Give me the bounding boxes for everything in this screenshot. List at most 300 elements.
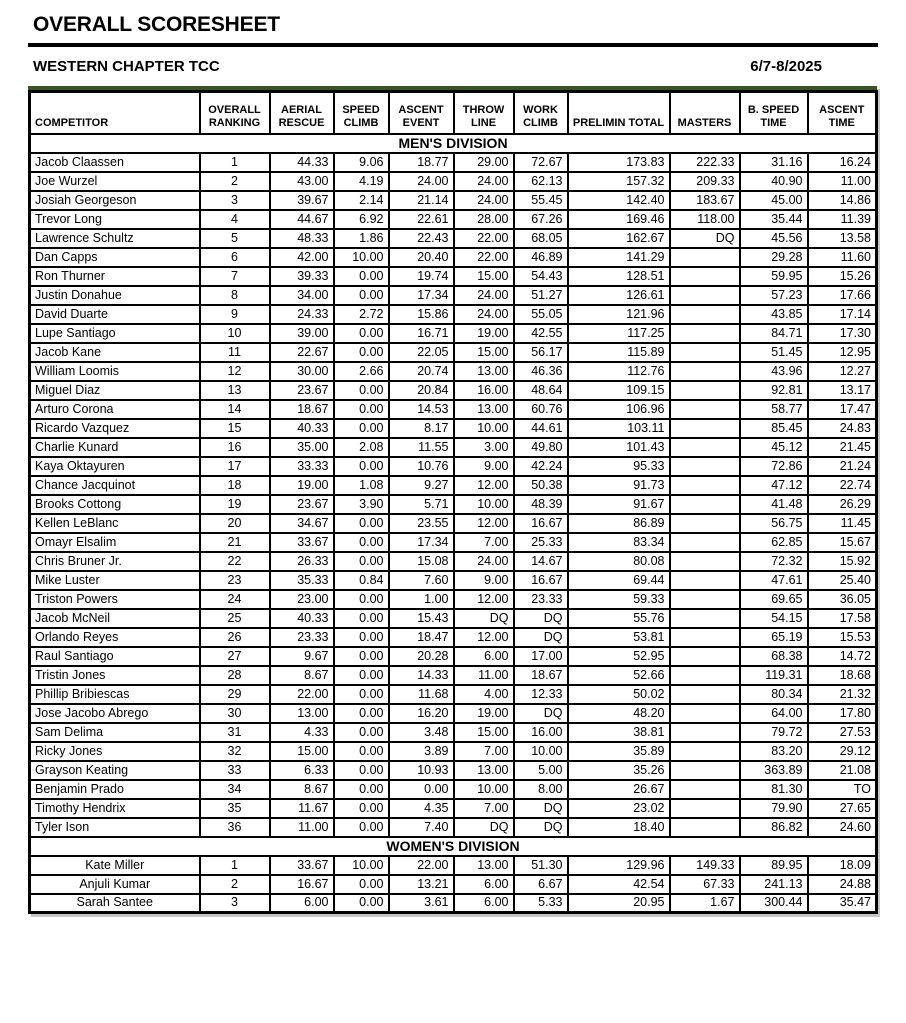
cell-ascent_time: 24.83: [808, 419, 877, 438]
cell-speed_climb: 0.00: [334, 419, 389, 438]
table-header: [30, 92, 877, 134]
cell-speed_climb: 6.92: [334, 210, 389, 229]
cell-b_speed_time: 29.28: [740, 248, 808, 267]
cell-ascent_event: 22.61: [389, 210, 454, 229]
cell-masters: 118.00: [670, 210, 740, 229]
cell-ascent_time: 17.47: [808, 400, 877, 419]
column-header-prelimin_total: PRELIMIN TOTAL: [568, 92, 670, 134]
cell-throw_line: 16.00: [454, 381, 514, 400]
cell-throw_line: 6.00: [454, 875, 514, 894]
cell-competitor: Dan Capps: [30, 248, 200, 267]
cell-ascent_time: 11.39: [808, 210, 877, 229]
cell-masters: [670, 647, 740, 666]
cell-prelimin_total: 80.08: [568, 552, 670, 571]
column-header-throw_line: THROW LINE: [454, 92, 514, 134]
cell-overall_ranking: 35: [200, 799, 270, 818]
cell-ascent_event: 24.00: [389, 172, 454, 191]
cell-speed_climb: 10.00: [334, 856, 389, 875]
cell-overall_ranking: 3: [200, 894, 270, 913]
cell-masters: [670, 495, 740, 514]
cell-masters: [670, 799, 740, 818]
cell-throw_line: 24.00: [454, 552, 514, 571]
cell-ascent_time: 17.14: [808, 305, 877, 324]
cell-speed_climb: 0.00: [334, 343, 389, 362]
cell-aerial_rescue: 22.00: [270, 685, 334, 704]
cell-aerial_rescue: 30.00: [270, 362, 334, 381]
cell-speed_climb: 0.00: [334, 381, 389, 400]
column-header-work_climb: WORK CLIMB: [514, 92, 568, 134]
cell-overall_ranking: 6: [200, 248, 270, 267]
cell-competitor: Sam Delima: [30, 723, 200, 742]
table-row: [30, 856, 877, 875]
cell-ascent_time: 11.60: [808, 248, 877, 267]
cell-masters: [670, 533, 740, 552]
cell-competitor: Miguel Diaz: [30, 381, 200, 400]
cell-throw_line: 12.00: [454, 514, 514, 533]
cell-prelimin_total: 42.54: [568, 875, 670, 894]
cell-work_climb: 68.05: [514, 229, 568, 248]
cell-overall_ranking: 13: [200, 381, 270, 400]
table-row: [30, 590, 877, 609]
cell-competitor: Jose Jacobo Abrego: [30, 704, 200, 723]
cell-throw_line: 7.00: [454, 533, 514, 552]
cell-masters: [670, 780, 740, 799]
table-row: [30, 362, 877, 381]
cell-masters: [670, 609, 740, 628]
cell-throw_line: 22.00: [454, 248, 514, 267]
cell-prelimin_total: 52.66: [568, 666, 670, 685]
table-row: [30, 875, 877, 894]
cell-speed_climb: 0.00: [334, 704, 389, 723]
cell-speed_climb: 2.08: [334, 438, 389, 457]
cell-throw_line: 19.00: [454, 704, 514, 723]
cell-ascent_event: 8.17: [389, 419, 454, 438]
cell-ascent_event: 3.89: [389, 742, 454, 761]
cell-prelimin_total: 86.89: [568, 514, 670, 533]
cell-work_climb: 14.67: [514, 552, 568, 571]
cell-ascent_time: 15.26: [808, 267, 877, 286]
cell-b_speed_time: 72.86: [740, 457, 808, 476]
cell-ascent_time: 21.32: [808, 685, 877, 704]
cell-work_climb: 44.61: [514, 419, 568, 438]
cell-work_climb: DQ: [514, 704, 568, 723]
cell-prelimin_total: 141.29: [568, 248, 670, 267]
cell-ascent_event: 15.43: [389, 609, 454, 628]
cell-masters: [670, 438, 740, 457]
cell-masters: [670, 457, 740, 476]
cell-ascent_time: 17.66: [808, 286, 877, 305]
cell-ascent_event: 22.43: [389, 229, 454, 248]
cell-competitor: Ron Thurner: [30, 267, 200, 286]
table-row: [30, 647, 877, 666]
cell-competitor: Omayr Elsalim: [30, 533, 200, 552]
table-row: [30, 248, 877, 267]
cell-prelimin_total: 91.67: [568, 495, 670, 514]
cell-ascent_event: 11.55: [389, 438, 454, 457]
cell-aerial_rescue: 33.67: [270, 533, 334, 552]
cell-b_speed_time: 72.32: [740, 552, 808, 571]
cell-work_climb: 51.27: [514, 286, 568, 305]
cell-prelimin_total: 26.67: [568, 780, 670, 799]
cell-work_climb: DQ: [514, 628, 568, 647]
cell-prelimin_total: 115.89: [568, 343, 670, 362]
table-row: [30, 571, 877, 590]
cell-competitor: Raul Santiago: [30, 647, 200, 666]
cell-overall_ranking: 4: [200, 210, 270, 229]
cell-prelimin_total: 169.46: [568, 210, 670, 229]
cell-prelimin_total: 38.81: [568, 723, 670, 742]
cell-prelimin_total: 106.96: [568, 400, 670, 419]
cell-b_speed_time: 85.45: [740, 419, 808, 438]
cell-speed_climb: 3.90: [334, 495, 389, 514]
cell-competitor: Benjamin Prado: [30, 780, 200, 799]
cell-ascent_time: 14.72: [808, 647, 877, 666]
cell-throw_line: 10.00: [454, 419, 514, 438]
cell-competitor: Chris Bruner Jr.: [30, 552, 200, 571]
cell-competitor: Kellen LeBlanc: [30, 514, 200, 533]
cell-competitor: Phillip Bribiescas: [30, 685, 200, 704]
cell-ascent_time: 21.08: [808, 761, 877, 780]
cell-ascent_event: 20.74: [389, 362, 454, 381]
cell-overall_ranking: 2: [200, 875, 270, 894]
cell-b_speed_time: 119.31: [740, 666, 808, 685]
column-header-aerial_rescue: AERIAL RESCUE: [270, 92, 334, 134]
cell-prelimin_total: 18.40: [568, 818, 670, 837]
cell-aerial_rescue: 6.00: [270, 894, 334, 913]
division-header-row: [30, 134, 877, 153]
cell-competitor: Grayson Keating: [30, 761, 200, 780]
table-row: [30, 894, 877, 913]
cell-masters: [670, 590, 740, 609]
table-row: [30, 628, 877, 647]
cell-ascent_time: 18.09: [808, 856, 877, 875]
cell-overall_ranking: 30: [200, 704, 270, 723]
cell-aerial_rescue: 44.33: [270, 153, 334, 172]
cell-b_speed_time: 241.13: [740, 875, 808, 894]
cell-overall_ranking: 9: [200, 305, 270, 324]
cell-speed_climb: 10.00: [334, 248, 389, 267]
cell-masters: [670, 343, 740, 362]
cell-ascent_time: 16.24: [808, 153, 877, 172]
cell-competitor: Anjuli Kumar: [30, 875, 200, 894]
table-row: [30, 172, 877, 191]
table-row: [30, 818, 877, 837]
cell-masters: [670, 286, 740, 305]
cell-work_climb: 51.30: [514, 856, 568, 875]
cell-overall_ranking: 12: [200, 362, 270, 381]
cell-work_climb: 60.76: [514, 400, 568, 419]
cell-aerial_rescue: 42.00: [270, 248, 334, 267]
cell-work_climb: 16.00: [514, 723, 568, 742]
cell-overall_ranking: 31: [200, 723, 270, 742]
cell-ascent_event: 0.00: [389, 780, 454, 799]
cell-work_climb: 6.67: [514, 875, 568, 894]
cell-aerial_rescue: 33.33: [270, 457, 334, 476]
cell-b_speed_time: 58.77: [740, 400, 808, 419]
cell-prelimin_total: 23.02: [568, 799, 670, 818]
cell-b_speed_time: 57.23: [740, 286, 808, 305]
cell-b_speed_time: 64.00: [740, 704, 808, 723]
cell-speed_climb: 2.72: [334, 305, 389, 324]
cell-aerial_rescue: 48.33: [270, 229, 334, 248]
cell-masters: [670, 552, 740, 571]
cell-overall_ranking: 28: [200, 666, 270, 685]
cell-masters: [670, 248, 740, 267]
table-row: [30, 533, 877, 552]
cell-ascent_event: 5.71: [389, 495, 454, 514]
cell-b_speed_time: 62.85: [740, 533, 808, 552]
cell-throw_line: 4.00: [454, 685, 514, 704]
cell-masters: [670, 704, 740, 723]
cell-overall_ranking: 27: [200, 647, 270, 666]
cell-aerial_rescue: 18.67: [270, 400, 334, 419]
cell-speed_climb: 0.00: [334, 267, 389, 286]
cell-overall_ranking: 11: [200, 343, 270, 362]
cell-throw_line: 3.00: [454, 438, 514, 457]
cell-throw_line: 24.00: [454, 305, 514, 324]
cell-prelimin_total: 35.26: [568, 761, 670, 780]
column-header-competitor: COMPETITOR: [30, 92, 200, 134]
cell-masters: [670, 362, 740, 381]
cell-ascent_event: 17.34: [389, 533, 454, 552]
cell-masters: 209.33: [670, 172, 740, 191]
cell-prelimin_total: 59.33: [568, 590, 670, 609]
cell-ascent_event: 16.71: [389, 324, 454, 343]
cell-ascent_event: 1.00: [389, 590, 454, 609]
cell-ascent_event: 21.14: [389, 191, 454, 210]
cell-throw_line: 15.00: [454, 723, 514, 742]
cell-ascent_time: 17.30: [808, 324, 877, 343]
cell-competitor: Lawrence Schultz: [30, 229, 200, 248]
cell-ascent_time: 15.67: [808, 533, 877, 552]
cell-masters: [670, 571, 740, 590]
cell-prelimin_total: 142.40: [568, 191, 670, 210]
table-row: [30, 476, 877, 495]
cell-ascent_time: 13.58: [808, 229, 877, 248]
cell-b_speed_time: 45.12: [740, 438, 808, 457]
cell-ascent_time: 26.29: [808, 495, 877, 514]
cell-ascent_event: 18.47: [389, 628, 454, 647]
cell-ascent_time: 11.00: [808, 172, 877, 191]
cell-work_climb: 46.36: [514, 362, 568, 381]
cell-ascent_event: 23.55: [389, 514, 454, 533]
cell-work_climb: 5.00: [514, 761, 568, 780]
cell-b_speed_time: 45.00: [740, 191, 808, 210]
table-row: [30, 153, 877, 172]
cell-ascent_event: 17.34: [389, 286, 454, 305]
cell-work_climb: 62.13: [514, 172, 568, 191]
cell-competitor: Tristin Jones: [30, 666, 200, 685]
cell-ascent_time: 12.95: [808, 343, 877, 362]
cell-speed_climb: 0.00: [334, 875, 389, 894]
event-date: 6/7-8/2025: [750, 58, 822, 75]
cell-aerial_rescue: 34.00: [270, 286, 334, 305]
cell-b_speed_time: 56.75: [740, 514, 808, 533]
cell-aerial_rescue: 15.00: [270, 742, 334, 761]
cell-aerial_rescue: 39.00: [270, 324, 334, 343]
cell-competitor: Lupe Santiago: [30, 324, 200, 343]
cell-ascent_time: 14.86: [808, 191, 877, 210]
cell-overall_ranking: 15: [200, 419, 270, 438]
cell-masters: DQ: [670, 229, 740, 248]
table-row: [30, 438, 877, 457]
column-header-b_speed_time: B. SPEED TIME: [740, 92, 808, 134]
column-header-masters: MASTERS: [670, 92, 740, 134]
table-row: [30, 495, 877, 514]
page-title: OVERALL SCORESHEET: [33, 13, 280, 36]
cell-overall_ranking: 1: [200, 153, 270, 172]
cell-masters: [670, 267, 740, 286]
cell-aerial_rescue: 23.67: [270, 495, 334, 514]
cell-overall_ranking: 17: [200, 457, 270, 476]
table-row: [30, 514, 877, 533]
cell-prelimin_total: 162.67: [568, 229, 670, 248]
cell-ascent_time: 15.53: [808, 628, 877, 647]
cell-aerial_rescue: 26.33: [270, 552, 334, 571]
cell-ascent_time: 29.12: [808, 742, 877, 761]
cell-b_speed_time: 69.65: [740, 590, 808, 609]
cell-b_speed_time: 80.34: [740, 685, 808, 704]
cell-masters: [670, 761, 740, 780]
cell-overall_ranking: 26: [200, 628, 270, 647]
cell-aerial_rescue: 33.67: [270, 856, 334, 875]
cell-speed_climb: 0.00: [334, 457, 389, 476]
cell-throw_line: 29.00: [454, 153, 514, 172]
cell-speed_climb: 0.00: [334, 590, 389, 609]
column-header-ascent_time: ASCENT TIME: [808, 92, 877, 134]
cell-speed_climb: 0.00: [334, 609, 389, 628]
cell-b_speed_time: 41.48: [740, 495, 808, 514]
cell-masters: [670, 685, 740, 704]
cell-work_climb: 72.67: [514, 153, 568, 172]
cell-throw_line: 24.00: [454, 172, 514, 191]
cell-prelimin_total: 112.76: [568, 362, 670, 381]
cell-prelimin_total: 55.76: [568, 609, 670, 628]
cell-masters: [670, 514, 740, 533]
cell-throw_line: 10.00: [454, 780, 514, 799]
cell-throw_line: 12.00: [454, 628, 514, 647]
cell-prelimin_total: 126.61: [568, 286, 670, 305]
cell-masters: [670, 476, 740, 495]
cell-aerial_rescue: 13.00: [270, 704, 334, 723]
cell-work_climb: 5.33: [514, 894, 568, 913]
cell-throw_line: 10.00: [454, 495, 514, 514]
cell-competitor: Charlie Kunard: [30, 438, 200, 457]
table-row: [30, 286, 877, 305]
cell-overall_ranking: 7: [200, 267, 270, 286]
cell-b_speed_time: 40.90: [740, 172, 808, 191]
cell-ascent_event: 19.74: [389, 267, 454, 286]
cell-ascent_event: 18.77: [389, 153, 454, 172]
cell-b_speed_time: 35.44: [740, 210, 808, 229]
cell-ascent_event: 15.86: [389, 305, 454, 324]
cell-overall_ranking: 2: [200, 172, 270, 191]
cell-masters: 1.67: [670, 894, 740, 913]
cell-masters: [670, 381, 740, 400]
cell-ascent_event: 3.48: [389, 723, 454, 742]
cell-competitor: Trevor Long: [30, 210, 200, 229]
cell-throw_line: 11.00: [454, 666, 514, 685]
cell-throw_line: 13.00: [454, 400, 514, 419]
cell-ascent_event: 10.76: [389, 457, 454, 476]
cell-speed_climb: 2.66: [334, 362, 389, 381]
cell-speed_climb: 2.14: [334, 191, 389, 210]
cell-speed_climb: 0.00: [334, 742, 389, 761]
cell-prelimin_total: 20.95: [568, 894, 670, 913]
cell-b_speed_time: 43.85: [740, 305, 808, 324]
cell-ascent_time: 13.17: [808, 381, 877, 400]
table-row: [30, 666, 877, 685]
cell-b_speed_time: 84.71: [740, 324, 808, 343]
cell-work_climb: 16.67: [514, 514, 568, 533]
table-row: [30, 799, 877, 818]
cell-ascent_event: 14.33: [389, 666, 454, 685]
cell-ascent_event: 3.61: [389, 894, 454, 913]
cell-masters: 222.33: [670, 153, 740, 172]
cell-prelimin_total: 117.25: [568, 324, 670, 343]
cell-work_climb: 16.67: [514, 571, 568, 590]
cell-ascent_time: 12.27: [808, 362, 877, 381]
cell-ascent_time: TO: [808, 780, 877, 799]
cell-prelimin_total: 95.33: [568, 457, 670, 476]
cell-b_speed_time: 81.30: [740, 780, 808, 799]
cell-speed_climb: 9.06: [334, 153, 389, 172]
cell-speed_climb: 4.19: [334, 172, 389, 191]
header-row: [30, 92, 877, 134]
table-row: [30, 742, 877, 761]
cell-speed_climb: 0.00: [334, 400, 389, 419]
cell-throw_line: 9.00: [454, 457, 514, 476]
cell-masters: [670, 723, 740, 742]
cell-b_speed_time: 300.44: [740, 894, 808, 913]
cell-b_speed_time: 59.95: [740, 267, 808, 286]
cell-ascent_time: 24.88: [808, 875, 877, 894]
cell-prelimin_total: 83.34: [568, 533, 670, 552]
cell-overall_ranking: 21: [200, 533, 270, 552]
cell-work_climb: 50.38: [514, 476, 568, 495]
cell-prelimin_total: 52.95: [568, 647, 670, 666]
cell-speed_climb: 0.00: [334, 818, 389, 837]
table-row: [30, 685, 877, 704]
chapter-name: WESTERN CHAPTER TCC: [33, 58, 220, 75]
table-row: [30, 400, 877, 419]
table-row: [30, 552, 877, 571]
cell-aerial_rescue: 11.00: [270, 818, 334, 837]
cell-overall_ranking: 22: [200, 552, 270, 571]
cell-prelimin_total: 128.51: [568, 267, 670, 286]
cell-work_climb: 12.33: [514, 685, 568, 704]
table-row: [30, 419, 877, 438]
table-row: [30, 305, 877, 324]
cell-aerial_rescue: 19.00: [270, 476, 334, 495]
cell-masters: [670, 666, 740, 685]
cell-aerial_rescue: 35.33: [270, 571, 334, 590]
cell-b_speed_time: 92.81: [740, 381, 808, 400]
cell-ascent_event: 15.08: [389, 552, 454, 571]
cell-competitor: Joe Wurzel: [30, 172, 200, 191]
subtitle-row: [28, 58, 878, 75]
title-divider: [28, 43, 878, 47]
cell-speed_climb: 0.00: [334, 666, 389, 685]
cell-speed_climb: 0.00: [334, 647, 389, 666]
cell-competitor: Orlando Reyes: [30, 628, 200, 647]
cell-aerial_rescue: 34.67: [270, 514, 334, 533]
cell-competitor: Mike Luster: [30, 571, 200, 590]
cell-ascent_event: 7.40: [389, 818, 454, 837]
cell-prelimin_total: 129.96: [568, 856, 670, 875]
cell-throw_line: 7.00: [454, 742, 514, 761]
cell-throw_line: 9.00: [454, 571, 514, 590]
